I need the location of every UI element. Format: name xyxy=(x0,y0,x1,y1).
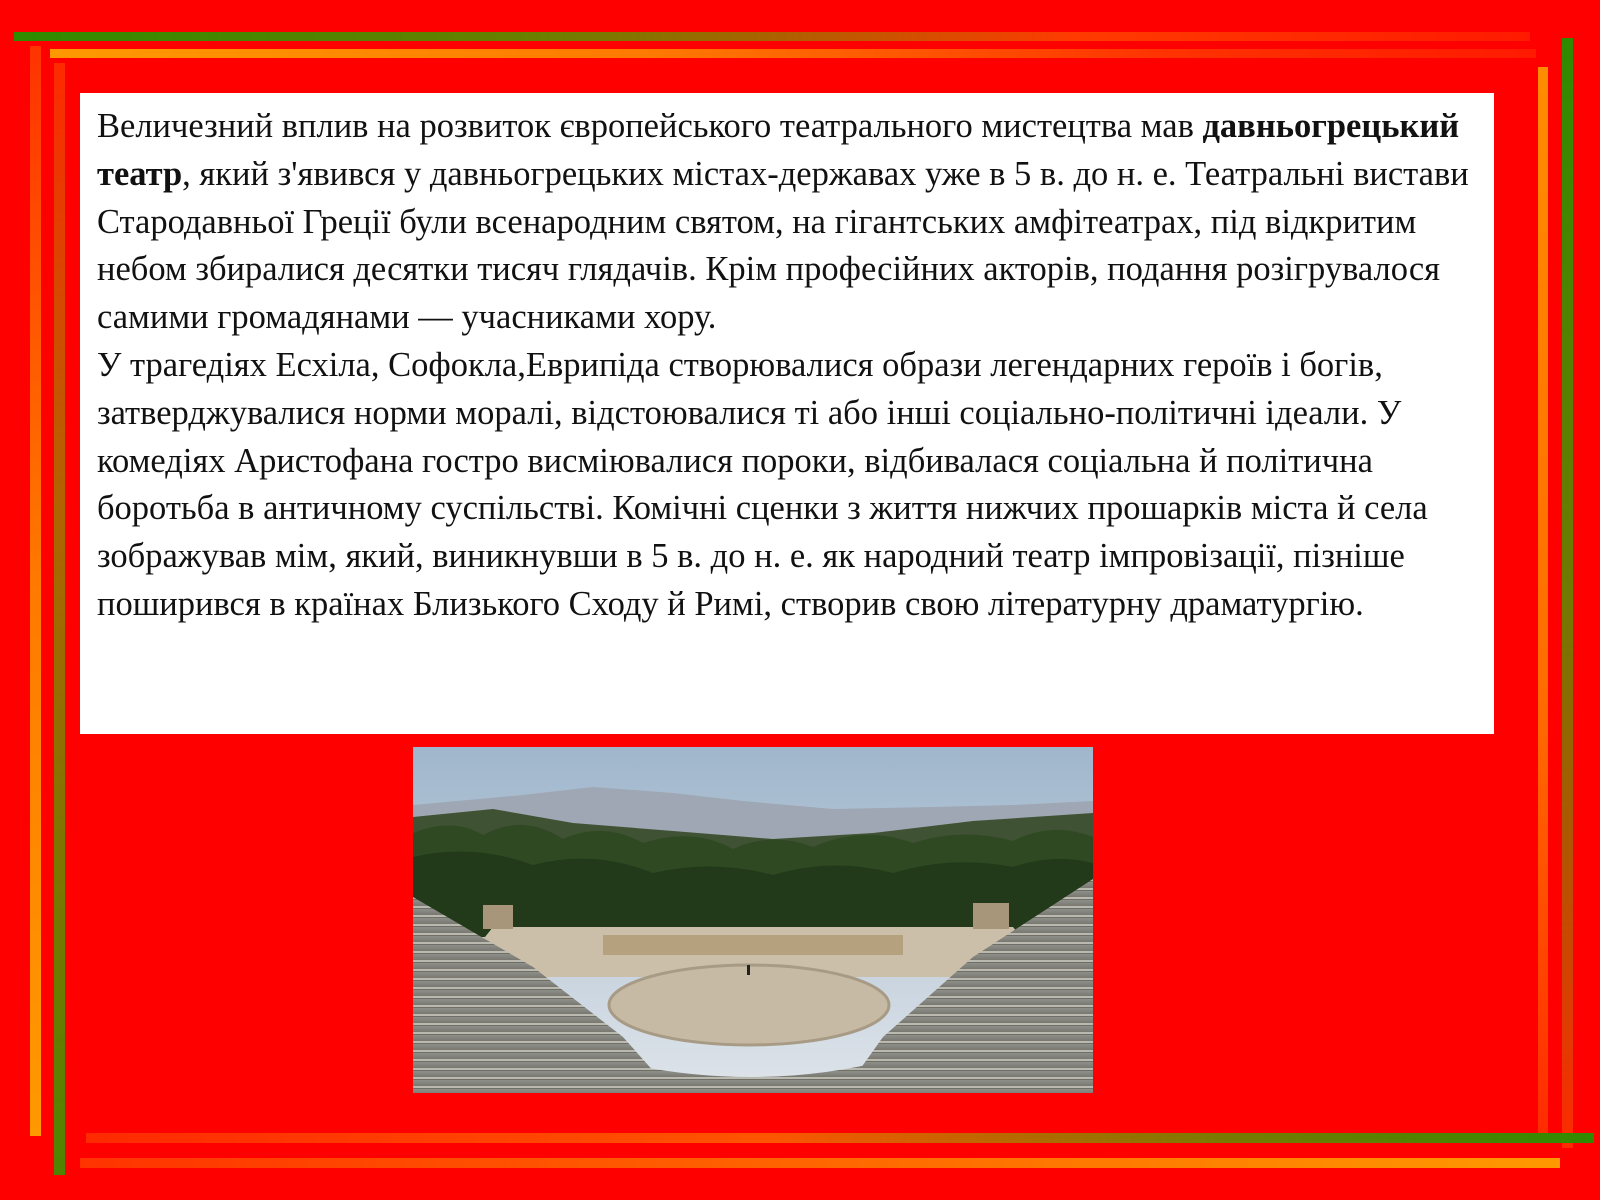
frame-line-right-orange xyxy=(1538,67,1548,1143)
frame-line-left-orange xyxy=(30,46,41,1136)
frame-line-left-green xyxy=(54,63,65,1175)
paragraph-1 xyxy=(97,103,1478,342)
frame-line-bottom-green xyxy=(86,1133,1594,1143)
text-box xyxy=(80,93,1494,734)
gate-right xyxy=(973,903,1009,929)
gate-left xyxy=(483,905,513,929)
frame-line-top-orange xyxy=(50,49,1536,58)
frame-line-top-green xyxy=(14,32,1530,41)
frame-line-right-green xyxy=(1562,38,1573,1148)
orchestra-circle xyxy=(609,965,889,1045)
ruins xyxy=(603,935,903,955)
amphitheatre-photo xyxy=(413,747,1093,1093)
amphitheatre-illustration xyxy=(413,747,1093,1093)
paragraph-1-rest: , який з'явився у давньогрецьких містах-державах уже в 5 в. до н. е. Театральні вистави Стародавньої Греції були всенародним святом, на гігантських амфітеатрах, під відкритим небом збиралися десятки тисяч глядачів. Крім професійних акторів, подання розігрувалося самими громадянами — учасниками хору. xyxy=(97,154,1469,337)
paragraph-2: У трагедіях Есхіла, Софокла,Еврипіда створювалися образи легендарних героїв і богів, затверджувалися норми моралі, відстоювалися ті або інші соціально-політичні ідеали. У комедіях Аристофана гостро висміювалися пороки, відбивалася соціальна й політична боротьба в античному суспільстві. Комічні сценки з життя нижчих прошарків міста й села зображував мім, який, виникнувши в 5 в. до н. е. як народний театр імпровізації, пізніше поширився в країнах Близького Сходу й Римі, створив свою літературну драматургію. xyxy=(97,345,1428,623)
person-figure xyxy=(747,965,750,975)
paragraph-1-bold-term: давньогрецький театр xyxy=(97,107,1460,193)
frame-line-bottom-orange xyxy=(80,1158,1560,1168)
paragraph-1-lead: Величезний вплив на розвиток європейського театрального мистецтва мав xyxy=(97,107,1203,145)
